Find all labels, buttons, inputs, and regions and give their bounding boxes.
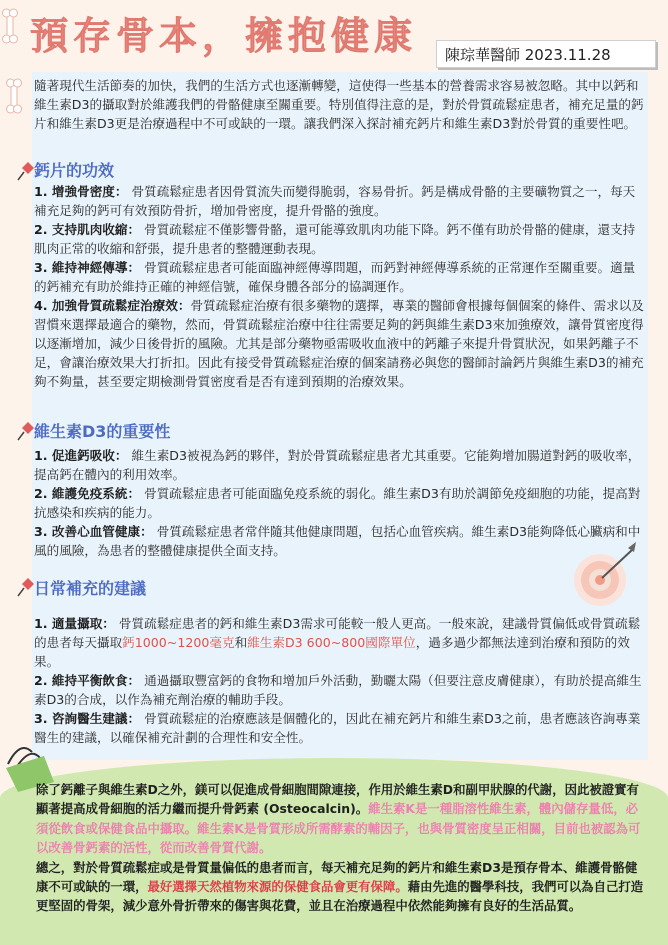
summary-paragraph-1: 除了鈣離子與維生素D之外，鎂可以促進成骨細胞間隙連接，作用於維生素D和副甲狀腺的代謝，因此被證實有顯著提高成骨細胞的活力繼而提升骨鈣素 (Osteocalcin)。維生素K是一種脂溶性維生素，體內儲存量低，必須從飲食或保健食品中攝取。維生素K是骨質形成所需酵素的輔因子，也與骨質密度呈正相關，目前也被認為可以改善骨鈣素的活性，從而改善骨質代謝。 — [36, 782, 641, 856]
item-text: ，過多過少都無法達到治療和預防的效果。 — [34, 635, 630, 669]
vitamin-d3-dose-highlight: 維生素D3 600~800國際單位 — [247, 635, 416, 650]
pushpin-icon — [14, 420, 36, 442]
item-label: 1. 增強骨密度： — [34, 184, 128, 199]
item-text: 骨質疏鬆症患者可能面臨神經傳導問題，而鈣對神經傳導系統的正常運作至關重要。適量的鈣補充有助於維持正確的神經信號，確保身體各部分的協調運作。 — [34, 260, 636, 294]
item-text: 骨質疏鬆症不僅影響骨骼，還可能導致肌肉功能下降。鈣不僅有助於骨骼的健康，還支持肌肉正常的收縮和舒張，提升患者的整體運動表現。 — [34, 222, 636, 256]
list-item — [34, 484, 644, 522]
item-label: 3. 咨詢醫生建議： — [34, 711, 141, 726]
section-heading-vitamin-d3: 維生素D3的重要性 — [34, 422, 171, 441]
list-item — [34, 671, 644, 709]
item-label: 1. 促進鈣吸收： — [34, 448, 128, 463]
pushpin-icon — [14, 576, 36, 598]
pushpin-icon — [14, 160, 36, 182]
item-text: 骨質疏鬆症的治療應該是個體化的，因此在補充鈣片和維生素D3之前，患者應該咨詢專業醫生的建議，以確保補充計劃的合理性和安全性。 — [34, 711, 641, 745]
list-item — [34, 296, 644, 391]
item-text: 骨質疏鬆症患者可能面臨免疫系統的弱化。維生素D3有助於調節免疫細胞的功能，提高對抗感染和疾病的能力。 — [34, 486, 641, 520]
section-heading-calcium: 鈣片的功效 — [34, 161, 115, 180]
calcium-dose-highlight: 鈣1000~1200毫克 — [122, 635, 235, 650]
item-text: 骨質疏鬆症患者常伴隨其他健康問題，包括心血管疾病。維生素D3能夠降低心臟病和中風的風險，為患者的整體健康提供全面支持。 — [34, 524, 641, 558]
list-item — [34, 446, 644, 484]
vitamin-k-highlight: 維生素K是一種脂溶性維生素，體內儲存量低，必須從飲食或保健食品中攝取。維生素K是骨質形成所需酵素的輔因子，也與骨質密度呈正相關，目前也被認為可以改善骨鈣素的活性，從而改善骨質代謝。 — [36, 801, 641, 856]
item-text: 通過攝取豐富鈣的食物和增加戶外活動，勤曬太陽（但要注意皮膚健康），有助於提高維生素D3的合成，以作為補充劑治療的輔助手段。 — [34, 673, 642, 707]
item-text: 骨質疏鬆症治療有很多藥物的選擇，專業的醫師會根據每個個案的條件、需求以及習慣來選擇最適合的藥物，然而，骨質疏鬆症治療中往往需要足夠的鈣與維生素D3來加強療效，讓骨質密度得以逐漸增加，減少日後骨折的風險。尤其是部分藥物亟需吸收血液中的鈣離子來提升骨質狀況，如果鈣離子不足，會讓治療效果大打折扣。因此有接受骨質疏鬆症治療的個案請務必與您的醫師討論鈣片與維生素D3的補充夠不夠量，甚至要定期檢測骨質密度看是否有達到預期的治療效果。 — [34, 298, 644, 389]
bone-icon — [2, 8, 18, 44]
summary-text — [36, 780, 646, 916]
daily-list — [34, 614, 644, 747]
bone-icon — [6, 78, 22, 114]
list-item — [34, 614, 644, 671]
item-label: 2. 支持肌肉收縮： — [34, 222, 141, 237]
item-label: 4. 加強骨質疏鬆症治療效： — [34, 298, 191, 313]
item-text: 骨質疏鬆症患者因骨質流失而變得脆弱，容易骨折。鈣是構成骨骼的主要礦物質之一，每天補充足夠的鈣可有效預防骨折，增加骨密度，提升骨骼的強度。 — [34, 184, 636, 218]
list-item — [34, 258, 644, 296]
author-date-label: 陳琮華醫師 2023.11.28 — [436, 40, 656, 68]
list-item — [34, 522, 644, 560]
target-icon — [570, 538, 642, 610]
vitamin-d3-list — [34, 446, 644, 560]
item-text: 和 — [234, 635, 248, 650]
natural-source-highlight: 最好選擇天然植物來源的保健食品會更有保障。 — [147, 879, 408, 895]
intro-paragraph: 隨著現代生活節奏的加快，我們的生活方式也逐漸轉變，這使得一些基本的營養需求容易被忽略。其中以鈣和維生素D3的攝取對於維護我們的骨骼健康至關重要。特別值得注意的是，對於骨質疏鬆症患者，補充足量的鈣片和維生素D3更是治療過程中不可或缺的一環。讓我們深入探討補充鈣片和維生素D3對於骨質的重要性吧。 — [34, 78, 644, 131]
calcium-list — [34, 182, 644, 391]
item-label: 2. 維持平衡飲食： — [34, 673, 141, 688]
item-text: 骨質疏鬆症患者的鈣和維生素D3需求可能較一般人更高。一般來說，建議骨質偏低或骨質疏鬆的患者每天攝取 — [34, 616, 641, 650]
list-item — [34, 220, 644, 258]
page-title: 預存骨本，擁抱健康 — [30, 13, 418, 58]
item-label: 2. 維護免疫系統： — [34, 486, 141, 501]
summary-paragraph-2: 總之，對於骨質疏鬆症或是骨質量偏低的患者而言，每天補充足夠的鈣片和維生素D3是預存骨本、維護骨骼健康不可或缺的一環，最好選擇天然植物來源的保健食品會更有保障。藉由先進的醫學科技，我們可以為自己打造更堅固的骨架，減少意外骨折帶來的傷害與花費，並且在治療過程中依然能夠擁有良好的生活品質。 — [36, 859, 644, 914]
item-text: 維生素D3被視為鈣的夥伴，對於骨質疏鬆症患者尤其重要。它能夠增加腸道對鈣的吸收率，提高鈣在體內的利用效率。 — [34, 448, 641, 482]
section-heading-daily: 日常補充的建議 — [34, 579, 147, 598]
item-label: 3. 維持神經傳導： — [34, 260, 141, 275]
item-label: 3. 改善心血管健康： — [34, 524, 153, 539]
list-item — [34, 182, 644, 220]
list-item — [34, 709, 644, 747]
item-label: 1. 適量攝取： — [34, 616, 115, 631]
